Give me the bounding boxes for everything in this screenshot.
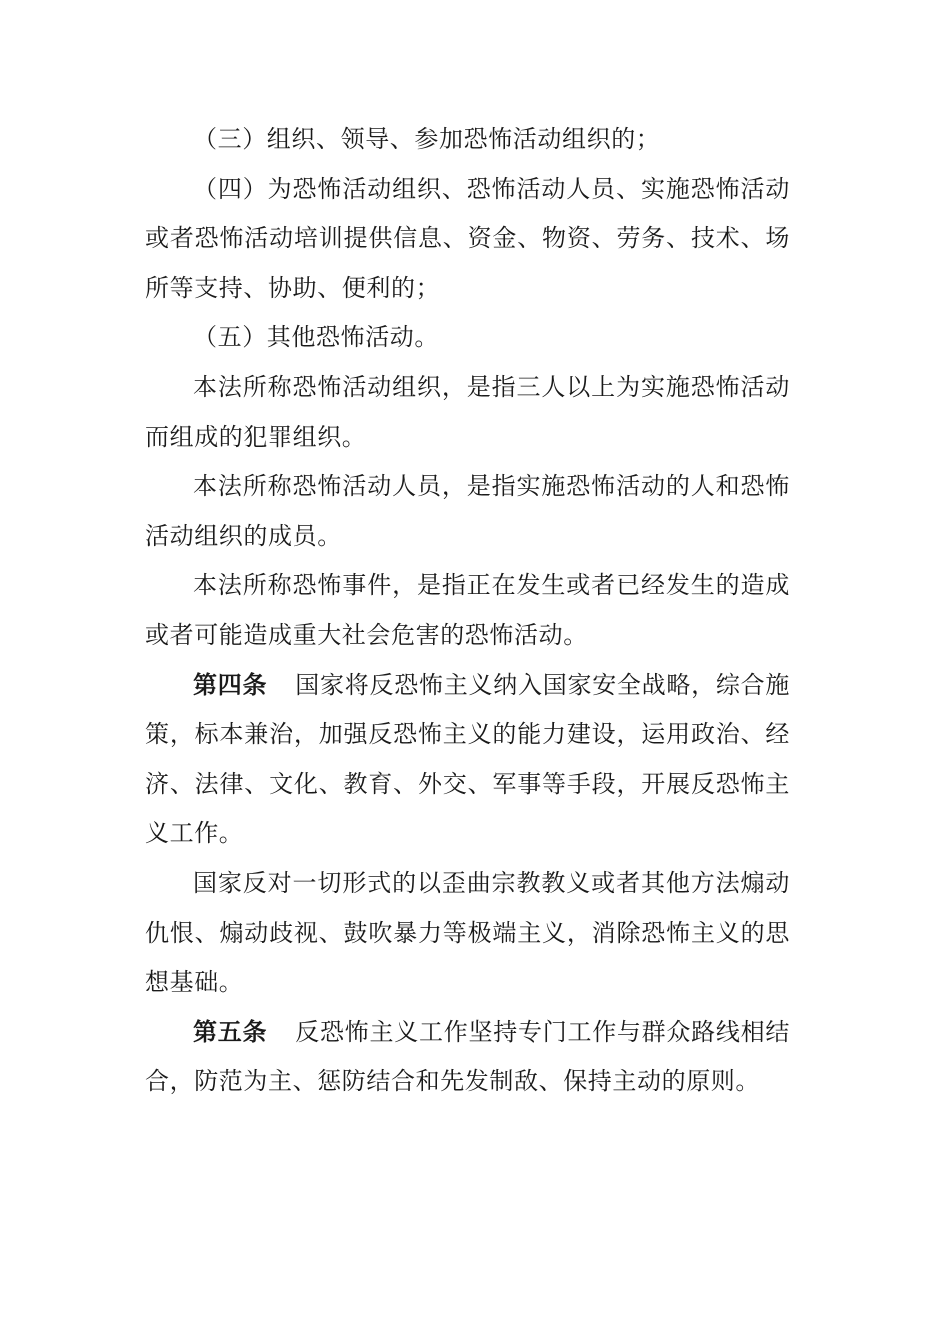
paragraph-text: 本法所称恐怖活动组织，是指三人以上为实施恐怖活动而组成的犯罪组织。 <box>145 372 790 451</box>
paragraph-text: （五）其他恐怖活动。 <box>193 323 439 352</box>
paragraph <box>145 462 790 561</box>
article-heading: 第四条 <box>193 670 268 699</box>
paragraph <box>145 859 790 1008</box>
paragraph-text: 本法所称恐怖活动人员，是指实施恐怖活动的人和恐怖活动组织的成员。 <box>145 472 790 550</box>
paragraph <box>145 165 790 314</box>
paragraph-text: 国家反对一切形式的以歪曲宗教教义或者其他方法煽动仇恨、煽动歧视、鼓吹暴力等极端主义，消除恐怖主义的思想基础。 <box>145 868 790 997</box>
paragraph <box>145 115 790 165</box>
paragraph-text: 反恐怖主义工作坚持专门工作与群众路线相结合，防范为主、惩防结合和先发制敌、保持主动的原则。 <box>145 1017 791 1096</box>
paragraph <box>145 313 790 363</box>
paragraph <box>145 561 790 660</box>
paragraph-text: （三）组织、领导、参加恐怖活动组织的； <box>193 125 661 153</box>
paragraph <box>145 363 790 462</box>
document-body <box>145 115 790 1107</box>
paragraph-text: 本法所称恐怖事件，是指正在发生或者已经发生的造成或者可能造成重大社会危害的恐怖活动。 <box>145 571 790 649</box>
paragraph-text: 国家将反恐怖主义纳入国家安全战略，综合施策，标本兼治，加强反恐怖主义的能力建设，运用政治、经济、法律、文化、教育、外交、军事等手段，开展反恐怖主义工作。 <box>145 670 791 848</box>
paragraph-text: （四）为恐怖活动组织、恐怖活动人员、实施恐怖活动或者恐怖活动培训提供信息、资金、物资、劳务、技术、场所等支持、协助、便利的； <box>145 174 790 302</box>
article-heading: 第五条 <box>193 1017 268 1046</box>
article-paragraph <box>145 1008 790 1107</box>
article-paragraph <box>145 661 790 859</box>
